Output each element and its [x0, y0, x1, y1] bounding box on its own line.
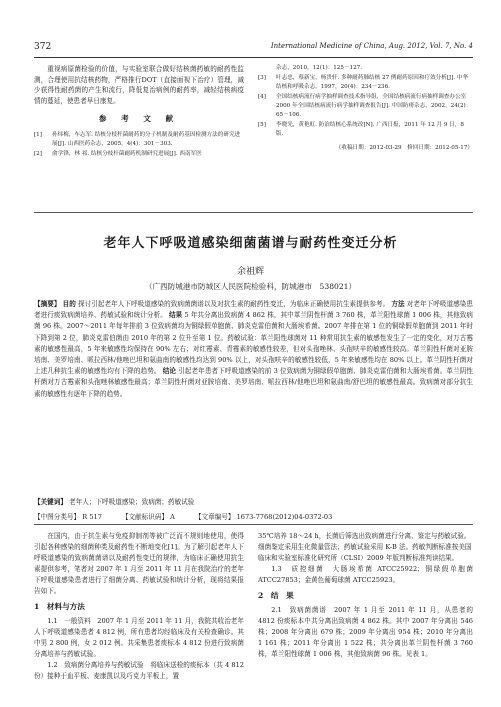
journal-name: International Medicine of China, Aug. 2012, Vol. 7, No. 4	[270, 42, 473, 50]
reference-item: [5] 李晓光，黄艳虹. 防治结核心系统改[N]. 广西日报，2011 年 12 月 9 日，8 版.	[258, 122, 464, 137]
author-affiliation: （广西防城港市防城区人民医院检验科，防城港市 538021）	[144, 282, 357, 291]
section-1-3: 1.3 质控细菌 大肠埃希菌 ATCC25922；铜绿假单胞菌 ATCC27853；金黄色葡萄球菌 ATCC25923。	[258, 565, 473, 584]
section-2-title: 2 结 果	[258, 591, 294, 600]
abstract-methods-label: 方法	[391, 300, 405, 308]
introduction-paragraph: 在国内，由于抗生素与免疫抑制剂等被广泛而不规则地使用，使得引起各种感染的细菌种类及耐药性不断地变化[1]。为了解引起老年人下呼吸道感染的致病菌菌谱以及耐药性变迁的规律，为临床正确使用抗生素提供参考，笔者对 2007 年 1 月至 2011 年 11 月在我院治疗的老年下呼吸道感染患者进行了细菌分离、药敏试验和统计分析，现将结果报告如下。	[34, 532, 244, 595]
abstract-conclusion: 引起老年患者下呼吸道感染的前 3 位致病菌为铜绿假单胞菌、肺炎克雷伯菌和大肠埃希菌。革兰阴性杆菌对万古霉素和头孢唑林敏感性最高；革兰阴性杆菌对亚胺培南、美罗培南、哌拉西林/他唑巴坦和氨曲南/舒巴坦的敏感性最高。致病菌对部分抗生素的敏感性有逐年下降的趋势。	[34, 367, 474, 398]
abstract-label: 【摘要】	[34, 300, 61, 308]
section-2-1: 2.1 致病菌菌谱 2007 年 1 月至 2011 年 11 月，从患者的 4812 份痰标本中共分离出致病菌 4 862 株。其中 2007 年分离出 546 株；2008 年分离出 679 株；2009 年分离出 954 株；2010 年分离出 1 161 株；2011 年分离出 1 522 株；共分离出革兰阴性杆菌 3 760 株，革兰阳性球菌 1 006 株，其他致病菌 96 株。见表 1。	[258, 606, 473, 658]
abstract-objective-label: 目的	[62, 300, 76, 308]
section-1-title: 1 材料与方法	[34, 602, 85, 611]
abstract-results-label: 结果	[169, 311, 183, 320]
previous-article-right-column	[258, 64, 473, 154]
header-rule	[34, 57, 473, 58]
reference-item: [1] 孙炜梅，车志军. 结核分枝杆菌耐药的分子机制及耐药基因检测方法的研究进展[J]. 山西医药杂志，2005，4(4)：301－303.	[34, 131, 241, 147]
keywords-text: 老年人；下呼吸道感染；致病菌；药敏试验	[69, 498, 195, 506]
reference-item: [4] 全国结核病流行病学抽样调查技术指导组，全国结核病流行病抽样调查办公室 2000 年全国结核病流行病学抽样调查报告[J]. 中国防痨杂志，2002，24(2)：65－106.	[258, 94, 472, 118]
section-1-2-continued: 35℃培养 18～24 h，长菌后筛选出致病菌进行分离、鉴定与药敏试验。细菌鉴定采用生化微量管法；药敏试验采用 K-B 法。药敏判断标准按美国临床和实验室标准化研究所（CLSI）2009 年版判断标准判读结果。	[258, 532, 472, 562]
abstract-results: 5 年共分离出致病菌 4 862 株，其中革兰阴性杆菌 3 760 株，革兰阳性球菌 1 006 株，其他致病菌 96 株。2007～2011 年每年排前 3 位致病菌均为铜绿假单胞菌、肺炎克雷伯菌和大肠埃希菌。2007 年排在第 1 位的铜绿假单胞菌到 2011 年时下降到第 2 位，肺炎克雷伯菌由 2010 年的第 2 位升至第 1 位。药敏试验：革兰阳性球菌对 11 种常用抗生素的敏感性发生了一定的变化，对万古霉素的敏感性最高，5 年来敏感性均保持在 90% 左右；对红霉素、青霉素的敏感性较差，但对头孢唑林、头孢呋辛的敏感性较高。革兰阴性杆菌对亚胺培南、美罗培南、哌拉西林/他唑巴坦和氨曲南的敏感性均达到 90% 以上，对头孢呋辛的敏感性较低，5 年来敏感性均在 80% 以上。革兰阴性杆菌对上述几种抗生素的敏感性均有下降的趋势。	[34, 311, 474, 376]
body-divider	[34, 524, 473, 525]
article-divider	[34, 212, 473, 213]
reference-item: [2] 俞学锋，林 祁. 结核分枝杆菌耐药机制研究进展[J]. 西南军医	[34, 150, 202, 157]
references-title: 参 考 文 献	[98, 114, 180, 124]
section-1-1: 1.1 一般资料 2007 年 1 月至 2011 年 11 月，我院共收治老年人下呼吸道感染患者 4 812 例，所有患者均经临床及有关检查确诊。其中男 2 800 例，女 2 012 例。共采集患者痰标本 4 812 份进行致病菌分离培养与药敏试验。	[34, 617, 244, 658]
article-number: 【文章编号】 1673-7768(2012)04-0372-03	[194, 513, 333, 521]
section-1-2: 1.2 致病菌分离培养与药敏试验 将临床送检的痰标本（共 4 812 份）接种于血平板、麦康凯以及巧克力平板上，置	[34, 661, 244, 680]
previous-article-conclusion: 重视病原菌检验的价值，与实验室联合做好结核菌药敏的耐药性监测，合理使用抗结核药物，严格推行DOT（直接面视下治疗）管理，减少获得性耐药菌的产生和流行，降低复治病例的耐药率，减轻结核病疫情的蔓延，使患者早日康复。	[34, 65, 244, 105]
reference-item: [3] 叶志忠，蔡新宝，杨贵轩. 多种耐药肺结核 27 例耐药原因和疗效分析[J]. 中华结核和呼吸杂志，1997，20(4)：234－236.	[258, 75, 469, 90]
running-header	[34, 42, 473, 56]
document-code: 【文献标识码】 A	[121, 513, 175, 521]
body-left-column	[34, 531, 244, 682]
article-author: 余祖辉	[236, 267, 264, 277]
body-right-column	[258, 531, 473, 660]
keywords-label: 【关键词】	[34, 498, 67, 506]
page-number: 372	[34, 42, 52, 52]
reference-item: 杂志，2010，12(1)：125－127.	[276, 65, 362, 71]
article-title: 老年人下呼吸道感染细菌菌谱与耐药性变迁分析	[103, 236, 398, 251]
classification-line	[34, 511, 473, 521]
class-number: 【中图分类号】 R 517	[34, 513, 102, 521]
abstract-objective: 探讨引起老年人下呼吸道感染的致病菌菌谱以及对抗生素的耐药性变迁，为临床正确使用抗生素提供参考。	[78, 300, 390, 308]
received-revised-dates: （收稿日期：2012-03-29 修回日期：2012-05-17）	[335, 145, 473, 151]
abstract-methods: 对老年下呼吸道感染患者进行痰致病菌培养、药敏试验和统计分析。	[34, 300, 473, 320]
keywords	[34, 496, 473, 506]
abstract	[34, 299, 473, 400]
abstract-conclusion-label: 结论	[162, 367, 177, 376]
previous-article-left-column	[34, 64, 244, 160]
